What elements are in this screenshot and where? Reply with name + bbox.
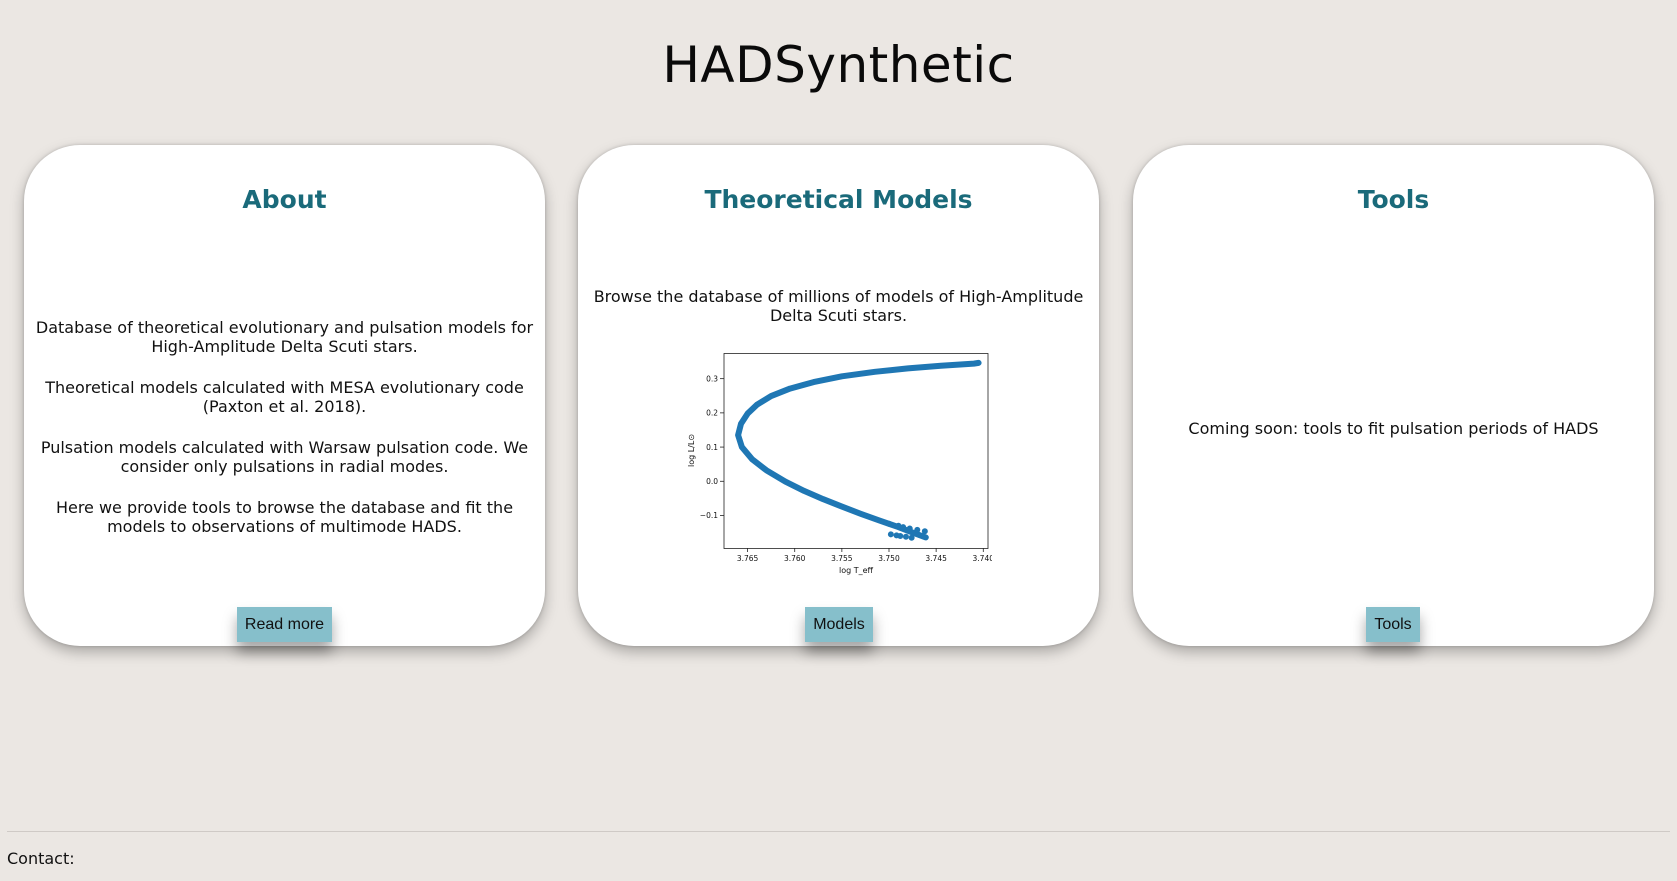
tools-description: Coming soon: tools to fit pulsation periods of HADS bbox=[1188, 419, 1599, 438]
scatter-point bbox=[888, 531, 894, 537]
scatter-point bbox=[903, 534, 909, 540]
scatter-point bbox=[907, 526, 913, 532]
models-card-title: Theoretical Models bbox=[704, 185, 973, 214]
tools-card bbox=[1133, 145, 1654, 646]
footer-contact: Contact: bbox=[7, 849, 75, 868]
about-card-body bbox=[34, 318, 535, 558]
y-tick-label: 0.3 bbox=[706, 374, 718, 384]
tools-card-title: Tools bbox=[1357, 185, 1430, 214]
y-tick-label: 0.0 bbox=[706, 476, 718, 486]
y-tick-label: 0.1 bbox=[706, 442, 718, 452]
x-tick-label: 3.745 bbox=[925, 554, 947, 563]
y-axis-label: log L/L⊙ bbox=[687, 433, 696, 468]
models-card bbox=[578, 145, 1099, 646]
x-tick-label: 3.765 bbox=[736, 554, 759, 563]
scatter-point bbox=[900, 524, 906, 530]
scatter-point bbox=[914, 527, 920, 533]
scatter-point bbox=[909, 535, 915, 541]
scatter-point bbox=[886, 521, 892, 527]
models-button[interactable]: Models bbox=[805, 607, 873, 642]
about-card-title: About bbox=[242, 185, 327, 214]
x-tick-label: 3.760 bbox=[783, 554, 806, 563]
site-title: HADSynthetic bbox=[662, 36, 1015, 94]
tools-button[interactable]: Tools bbox=[1366, 607, 1420, 642]
about-paragraph: Here we provide tools to browse the database and fit the models to observations of multimode HADS. bbox=[55, 498, 514, 536]
about-card bbox=[24, 145, 545, 646]
y-tick-label: −0.1 bbox=[699, 511, 718, 521]
scatter-point bbox=[897, 533, 903, 539]
y-tick-label: 0.2 bbox=[706, 408, 718, 418]
hr-diagram-svg bbox=[682, 353, 992, 583]
about-paragraph: Pulsation models calculated with Warsaw pulsation code. We consider only pulsations in radial modes. bbox=[40, 438, 529, 476]
scatter-point bbox=[922, 528, 928, 534]
read-more-button[interactable]: Read more bbox=[237, 607, 332, 642]
models-card-body bbox=[588, 287, 1089, 347]
plot-frame bbox=[724, 354, 988, 549]
footer-divider bbox=[7, 831, 1670, 832]
x-tick-label: 3.740 bbox=[972, 554, 992, 563]
tools-card-body bbox=[1143, 419, 1644, 460]
x-tick-label: 3.750 bbox=[878, 554, 900, 563]
models-description: Browse the database of millions of models of High-Amplitude Delta Scuti stars. bbox=[593, 287, 1084, 325]
about-paragraph: Database of theoretical evolutionary and pulsation models for High-Amplitude Delta Scuti stars. bbox=[35, 318, 534, 356]
x-tick-label: 3.755 bbox=[831, 554, 853, 563]
hr-diagram-chart bbox=[682, 353, 992, 583]
x-axis-label: log T_eff bbox=[838, 566, 874, 575]
about-paragraph: Theoretical models calculated with MESA evolutionary code (Paxton et al. 2018). bbox=[45, 378, 524, 416]
